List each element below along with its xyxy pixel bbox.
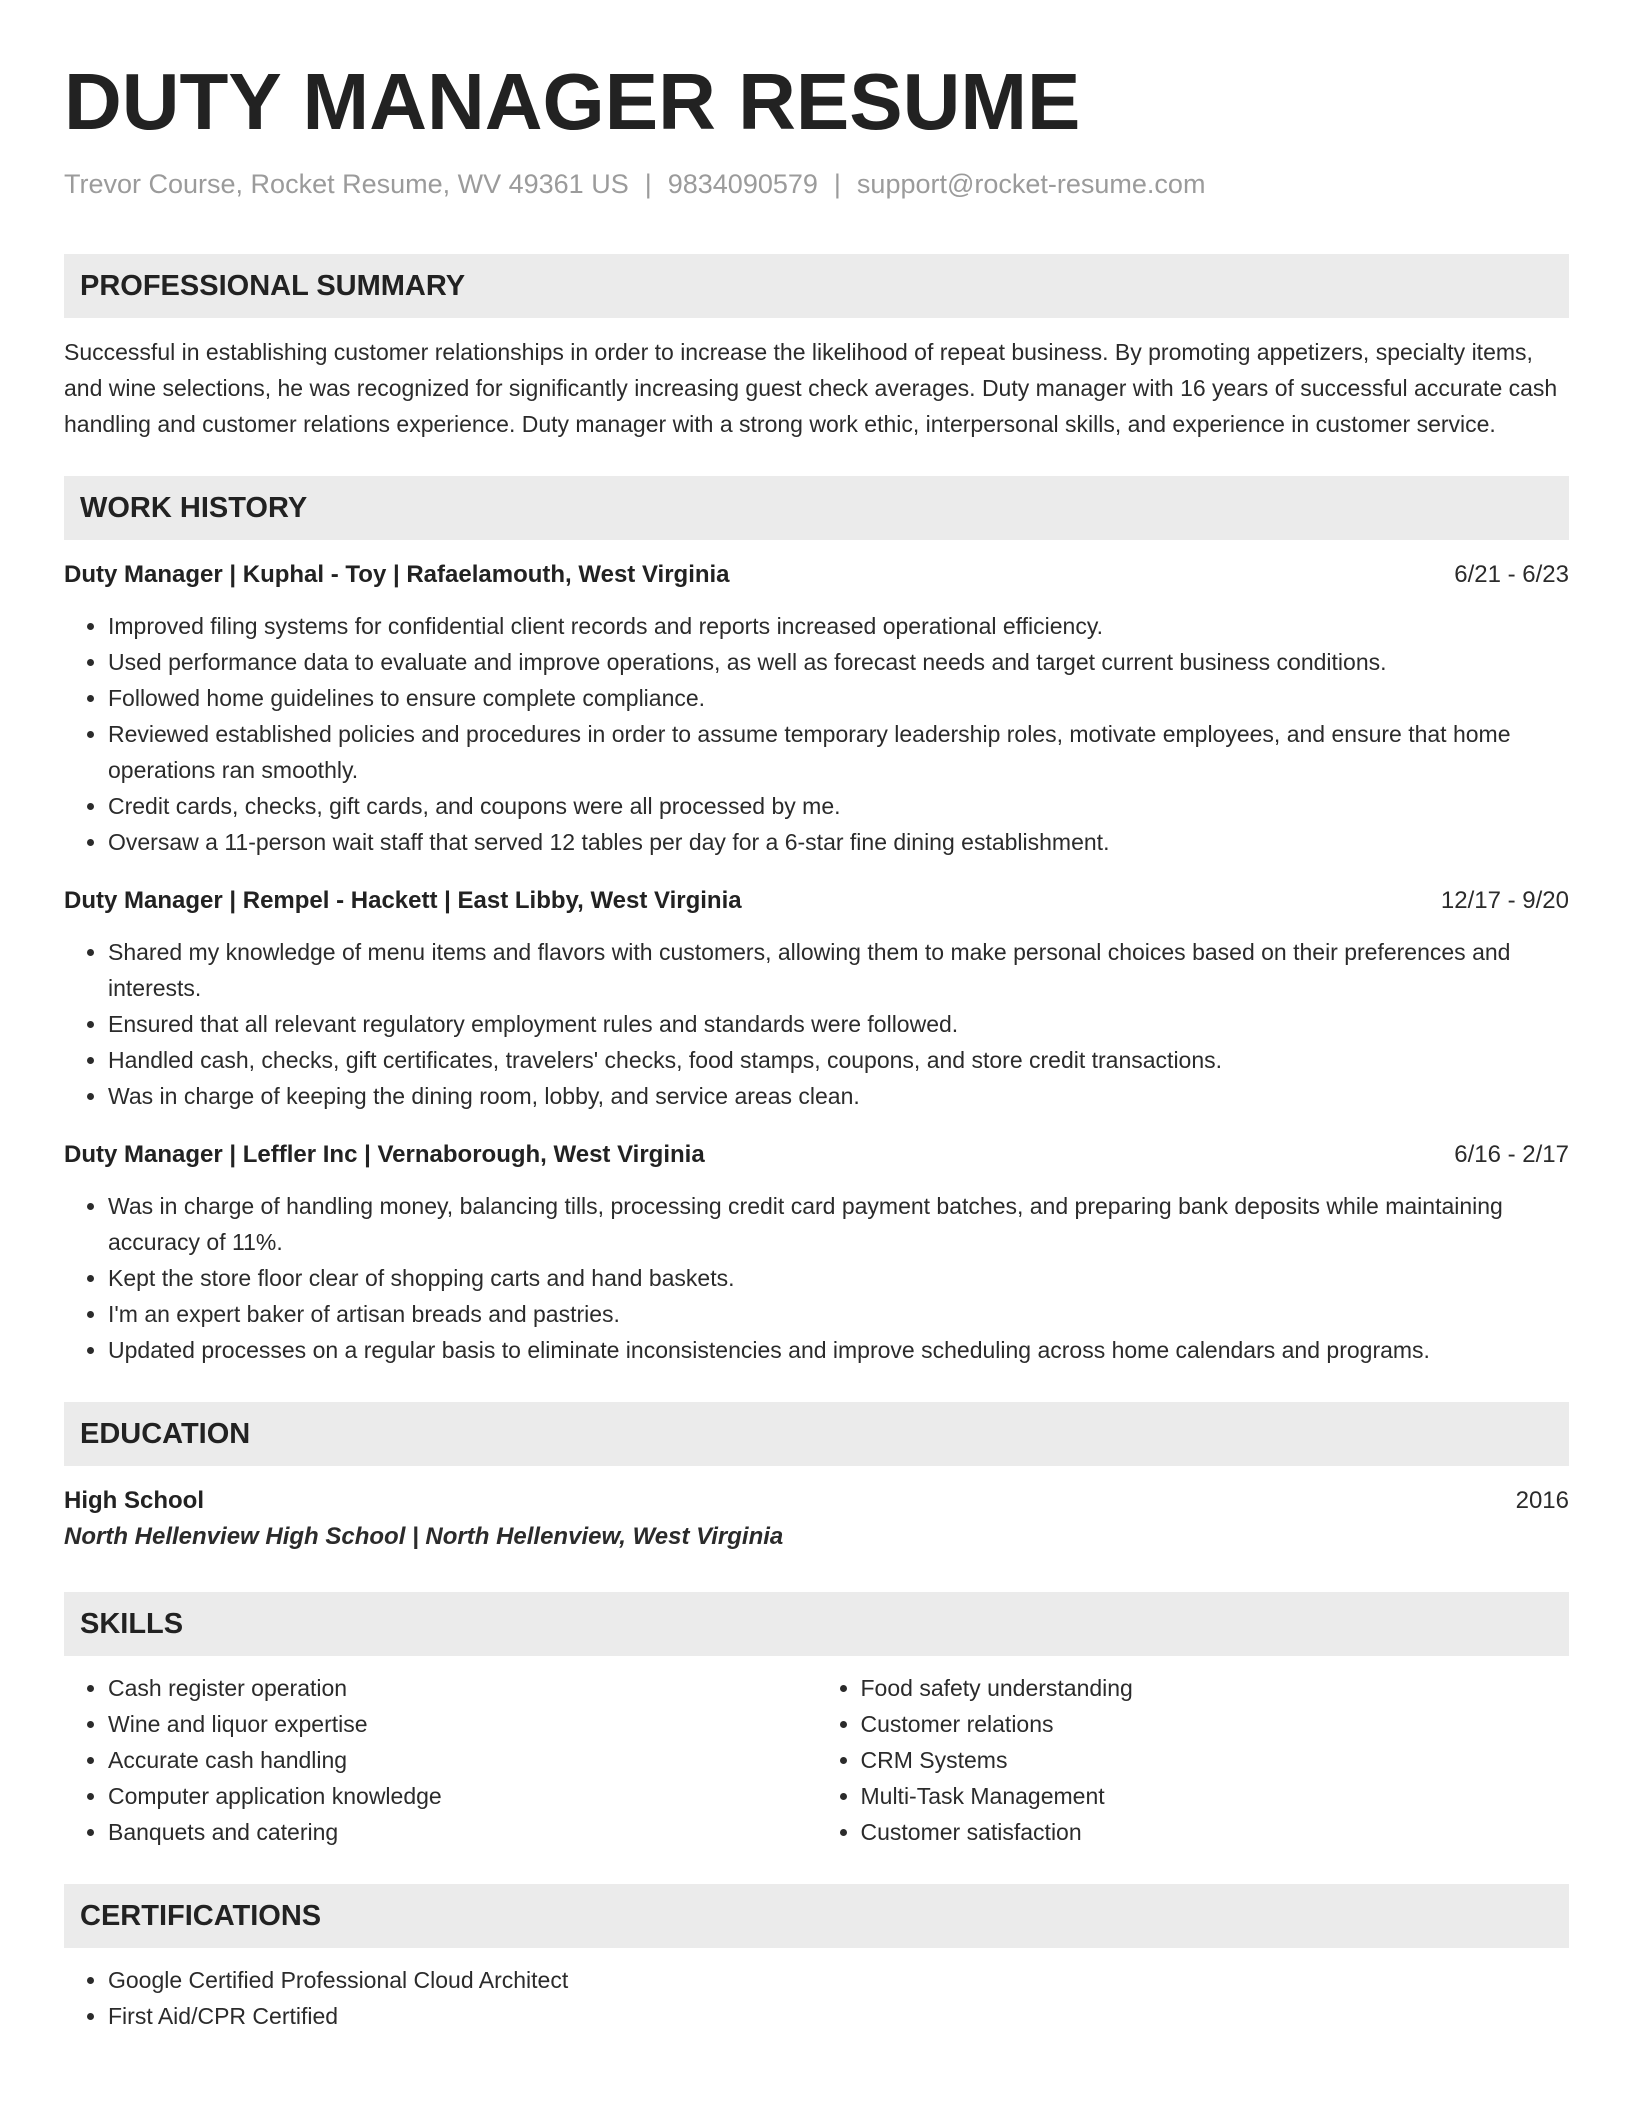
contact-separator: |: [833, 169, 841, 199]
contact-line: [64, 166, 1569, 202]
section-header-certifications: CERTIFICATIONS: [64, 1884, 1569, 1948]
skills-list-right: [817, 1670, 1570, 1850]
job-bullets: [64, 934, 1569, 1114]
job-header: [64, 884, 1569, 918]
skill-item: • Multi-Task Management: [861, 1778, 1570, 1814]
skill-item: • Customer relations: [861, 1706, 1570, 1742]
certifications-list: [64, 1962, 1569, 2034]
education-entry: [64, 1484, 1569, 1556]
certification-item: • First Aid/CPR Certified: [108, 1998, 1569, 2034]
skills-columns: [64, 1670, 1569, 1850]
job-bullets: [64, 608, 1569, 860]
resume-title: DUTY MANAGER RESUME: [64, 57, 1081, 146]
skill-item: • Accurate cash handling: [108, 1742, 817, 1778]
job-entry: [64, 884, 1569, 1114]
skill-item: • Cash register operation: [108, 1670, 817, 1706]
job-dates: 6/16 - 2/17: [1454, 1141, 1569, 1168]
job-bullet: • I'm an expert baker of artisan breads and pastries.: [108, 1296, 1569, 1332]
job-bullet: • Handled cash, checks, gift certificates, travelers' checks, food stamps, coupons, and store credit transactions.: [108, 1042, 1569, 1078]
section-header-education: EDUCATION: [64, 1402, 1569, 1466]
job-bullet: • Improved filing systems for confidential client records and reports increased operational efficiency.: [108, 608, 1569, 644]
job-bullets: [64, 1188, 1569, 1368]
skill-item: • CRM Systems: [861, 1742, 1570, 1778]
skill-item: • Food safety understanding: [861, 1670, 1570, 1706]
summary-text: Successful in establishing customer relationships in order to increase the likelihood of repeat business. By promoting appetizers, specialty items, and wine selections, he was recognized for significantly increasing guest check averages. Duty manager with 16 years of successful accurate cash handling and customer relations experience. Duty manager with a strong work ethic, interpersonal skills, and experience in customer service.: [64, 339, 1558, 437]
job-bullet: • Ensured that all relevant regulatory employment rules and standards were followed.: [108, 1006, 1569, 1042]
skills-list-left: [64, 1670, 817, 1850]
certification-item: • Google Certified Professional Cloud Architect: [108, 1962, 1569, 1998]
job-title: Duty Manager | Kuphal - Toy | Rafaelamouth, West Virginia: [64, 561, 730, 588]
job-bullet: • Reviewed established policies and procedures in order to assume temporary leadership roles, motivate employees, and ensure that home operations ran smoothly.: [108, 716, 1569, 788]
skill-item: • Computer application knowledge: [108, 1778, 817, 1814]
job-header: [64, 558, 1569, 592]
job-title: Duty Manager | Leffler Inc | Vernaborough, West Virginia: [64, 1141, 705, 1168]
job-bullet: • Kept the store floor clear of shopping carts and hand baskets.: [108, 1260, 1569, 1296]
job-header: [64, 1138, 1569, 1172]
contact-address: Trevor Course, Rocket Resume, WV 49361 US: [64, 169, 629, 199]
job-bullet: • Updated processes on a regular basis to eliminate inconsistencies and improve scheduling across home calendars and programs.: [108, 1332, 1569, 1368]
job-title: Duty Manager | Rempel - Hackett | East Libby, West Virginia: [64, 887, 742, 914]
job-dates: 6/21 - 6/23: [1454, 561, 1569, 588]
contact-phone: 9834090579: [667, 169, 818, 199]
certifications-section: [64, 1884, 1569, 2034]
education-degree: High School: [64, 1487, 204, 1514]
section-header-summary: PROFESSIONAL SUMMARY: [64, 254, 1569, 318]
skill-item: • Customer satisfaction: [861, 1814, 1570, 1850]
skill-item: • Wine and liquor expertise: [108, 1706, 817, 1742]
job-entry: [64, 558, 1569, 860]
resume-page: [64, 56, 1569, 2034]
job-bullet: • Used performance data to evaluate and improve operations, as well as forecast needs and target current business conditions.: [108, 644, 1569, 680]
job-bullet: • Shared my knowledge of menu items and flavors with customers, allowing them to make personal choices based on their preferences and interests.: [108, 934, 1569, 1006]
section-header-skills: SKILLS: [64, 1592, 1569, 1656]
job-bullet: • Oversaw a 11-person wait staff that served 12 tables per day for a 6-star fine dining establishment.: [108, 824, 1569, 860]
job-entry: [64, 1138, 1569, 1368]
job-bullet: • Credit cards, checks, gift cards, and coupons were all processed by me.: [108, 788, 1569, 824]
contact-separator: |: [644, 169, 652, 199]
job-bullet: • Was in charge of handling money, balancing tills, processing credit card payment batches, and preparing bank deposits while maintaining accuracy of 11%.: [108, 1188, 1569, 1260]
skill-item: • Banquets and catering: [108, 1814, 817, 1850]
job-dates: 12/17 - 9/20: [1440, 887, 1569, 914]
education-year: 2016: [1515, 1487, 1569, 1514]
education-header: [64, 1484, 1569, 1518]
contact-email: support@rocket-resume.com: [856, 169, 1206, 199]
job-bullet: • Was in charge of keeping the dining room, lobby, and service areas clean.: [108, 1078, 1569, 1114]
section-header-work-history: WORK HISTORY: [64, 476, 1569, 540]
job-bullet: • Followed home guidelines to ensure complete compliance.: [108, 680, 1569, 716]
education-school: North Hellenview High School | North Hellenview, West Virginia: [64, 1523, 784, 1550]
